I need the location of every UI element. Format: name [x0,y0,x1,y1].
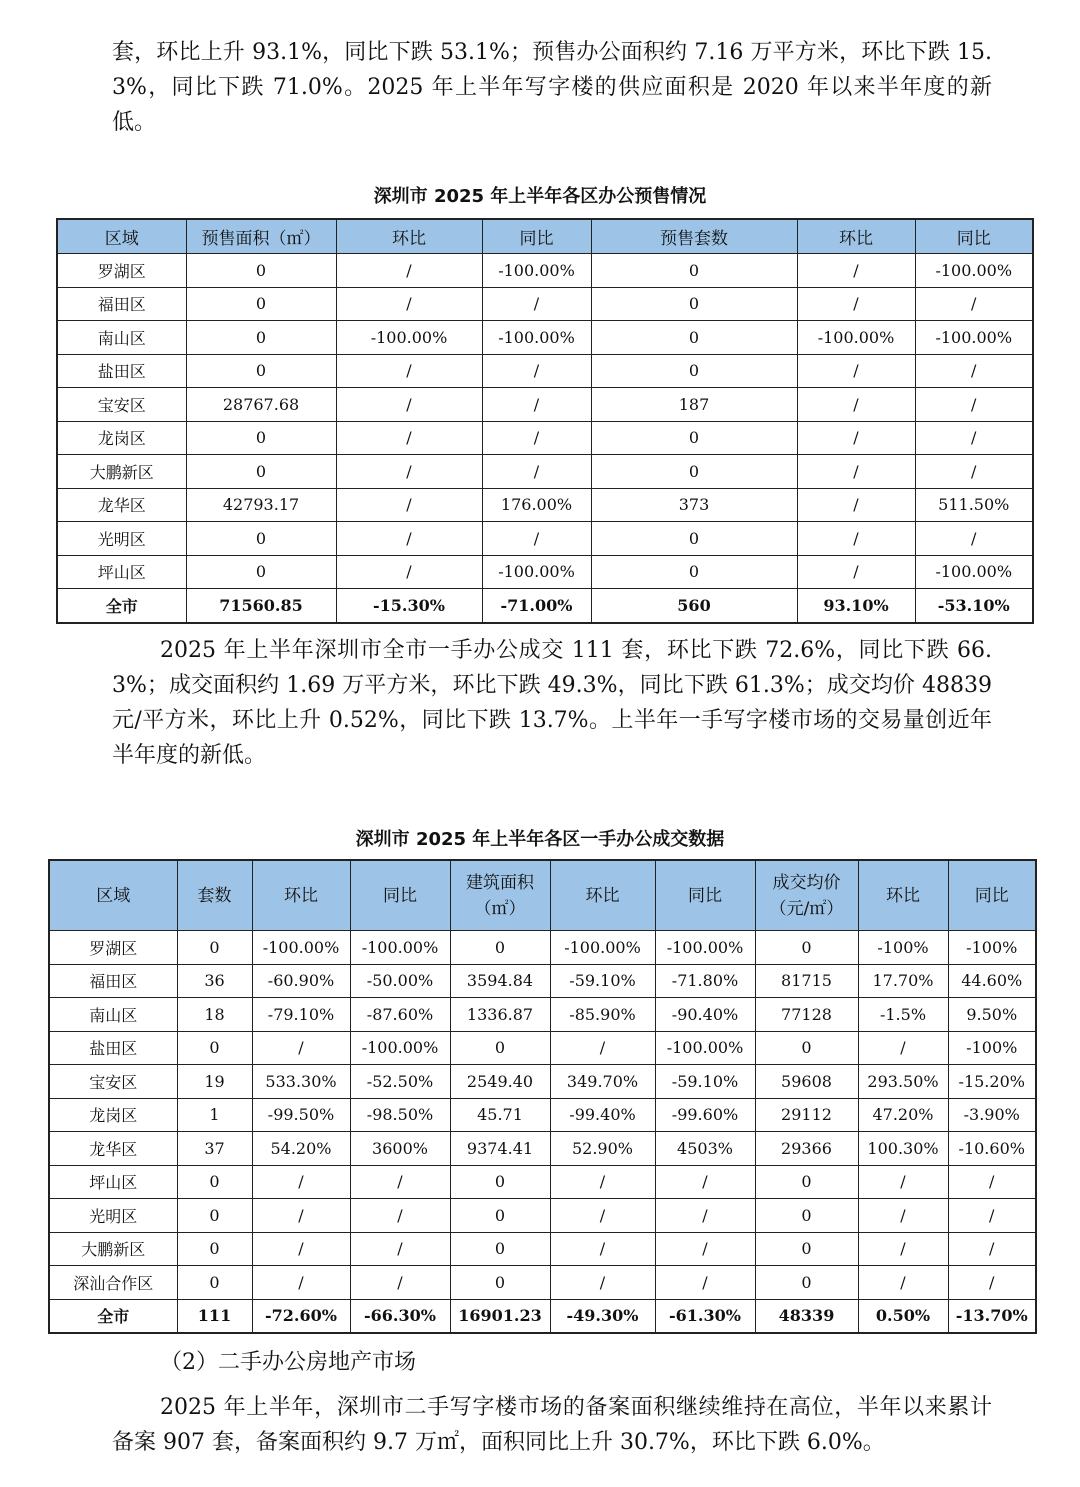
table-cell: 盐田区 [49,1031,177,1065]
table-cell: 0 [450,931,550,965]
table-cell: -50.00% [350,964,450,998]
header-cell-line: 环比 [886,885,920,906]
deals-table-header-row [49,860,1036,931]
table-cell: / [948,1199,1036,1233]
table-cell: / [858,1232,948,1266]
table-cell: / [915,522,1033,556]
table-cell: 81715 [755,964,858,998]
table-cell: / [336,354,482,388]
header-cell-line: （元/㎡） [769,898,844,919]
table-cell: 29112 [755,1098,858,1132]
table-cell: / [655,1232,755,1266]
table-cell: / [797,488,915,522]
table-cell: 0 [755,1031,858,1065]
table-cell: 0 [186,555,336,589]
table-cell: 9374.41 [450,1132,550,1166]
paragraph-deal-summary: 2025 年上半年深圳市全市一手办公成交 111 套，环比下跌 72.6%，同比下跌 66.3%；成交面积约 1.69 万平方米，环比下跌 49.3%，同比下跌 61.3%；成交均价 48839 元/平方米，环比上升 0.52%，同比下跌 13.7%。上半年一手写字楼市场的交易量创近年半年度的新低。 [112,638,992,768]
table-cell: 龙岗区 [49,1098,177,1132]
table-cell: -59.10% [550,964,655,998]
header-cell-line: 成交均价 [772,872,841,893]
table-cell: 29366 [755,1132,858,1166]
table-cell: / [858,1165,948,1199]
table-cell: -99.50% [252,1098,350,1132]
table-cell: 福田区 [57,287,186,321]
table-cell: -98.50% [350,1098,450,1132]
table-cell: -52.50% [350,1065,450,1099]
header-cell-line: 环比 [284,885,318,906]
table-cell: 0 [591,522,797,556]
header-cell-line: 套数 [197,885,232,906]
table-row [49,1266,1036,1300]
table-cell: / [797,287,915,321]
table-cell: 坪山区 [57,555,186,589]
table-cell: / [550,1232,655,1266]
table-cell: 光明区 [49,1199,177,1233]
table-cell: 48339 [755,1299,858,1333]
table-cell: 0 [591,455,797,489]
table-cell: 2549.40 [450,1065,550,1099]
table-row [49,1165,1036,1199]
table-cell: / [858,1266,948,1300]
table-cell: / [336,388,482,422]
table-cell: / [797,354,915,388]
table-cell: 533.30% [252,1065,350,1099]
table-cell: 0 [755,1199,858,1233]
table-cell: 0 [186,354,336,388]
table-cell: 187 [591,388,797,422]
table-cell: / [915,388,1033,422]
table-cell: 福田区 [49,964,177,998]
table-cell: / [482,522,591,556]
table-cell: -100% [858,931,948,965]
table-cell: 宝安区 [57,388,186,422]
table-cell: 111 [177,1299,252,1333]
table-cell: 16901.23 [450,1299,550,1333]
header-cell [450,860,550,931]
table-cell: -59.10% [655,1065,755,1099]
table-cell: / [252,1232,350,1266]
table-row [57,354,1033,388]
table-cell: 0 [186,522,336,556]
table-cell: / [797,455,915,489]
table-cell: 71560.85 [186,589,336,623]
table-row [49,1065,1036,1099]
table-row [49,1232,1036,1266]
table-cell: -90.40% [655,998,755,1032]
table-row [57,287,1033,321]
table-cell: 0 [177,1165,252,1199]
table-cell: / [482,287,591,321]
table-cell: 全市 [57,589,186,623]
table-cell: 龙华区 [57,488,186,522]
table-row [49,1098,1036,1132]
table-cell: 宝安区 [49,1065,177,1099]
table-cell: 0 [177,1232,252,1266]
table-cell: 0 [177,1199,252,1233]
table-cell: 52.90% [550,1132,655,1166]
table-cell: / [655,1199,755,1233]
table-row [57,254,1033,288]
table-row [57,421,1033,455]
table-row [49,964,1036,998]
header-cell [550,860,655,931]
table-cell: -100.00% [550,931,655,965]
table-cell: / [797,522,915,556]
table-cell: / [336,488,482,522]
paragraph-supply-summary: 套，环比上升 93.1%，同比下跌 53.1%；预售办公面积约 7.16 万平方米，环比下跌 15.3%，同比下跌 71.0%。2025 年上半年写字楼的供应面积是 2020 年以来半年度的新低。 [112,40,992,135]
table-cell: / [252,1199,350,1233]
table-cell: / [336,455,482,489]
table-cell: 龙华区 [49,1132,177,1166]
header-cell-line: 同比 [688,885,722,906]
table-cell: 176.00% [482,488,591,522]
table-cell: 罗湖区 [57,254,186,288]
table-cell: 9.50% [948,998,1036,1032]
table-cell: 0 [177,1266,252,1300]
table-cell: / [350,1165,450,1199]
table-row [49,998,1036,1032]
table-row [49,1132,1036,1166]
table-cell: / [350,1266,450,1300]
deals-table-caption: 深圳市 2025 年上半年各区一手办公成交数据 [355,829,725,850]
table-cell: / [797,421,915,455]
table-cell: 349.70% [550,1065,655,1099]
header-cell: 预售套数 [591,219,797,254]
table-cell: 77128 [755,998,858,1032]
table-cell: / [336,555,482,589]
table-cell: 0 [755,1266,858,1300]
presale-table [56,218,1034,624]
table-cell: / [948,1266,1036,1300]
table-row [49,931,1036,965]
table-cell: / [350,1232,450,1266]
table-cell: / [550,1165,655,1199]
table-cell: -72.60% [252,1299,350,1333]
table-cell: 南山区 [49,998,177,1032]
table-cell: 28767.68 [186,388,336,422]
table-cell: 0.50% [858,1299,948,1333]
table-cell: / [336,254,482,288]
header-cell: 同比 [482,219,591,254]
table-cell: 373 [591,488,797,522]
header-cell [350,860,450,931]
table-cell: -15.30% [336,589,482,623]
table-cell: -100.00% [482,254,591,288]
table-cell: -66.30% [350,1299,450,1333]
table-cell: / [336,287,482,321]
table-cell: 1336.87 [450,998,550,1032]
table-cell: 深汕合作区 [49,1266,177,1300]
table-row [49,1299,1036,1333]
table-cell: -100.00% [915,555,1033,589]
header-cell-line: 同比 [974,885,1009,906]
table-cell: -100% [948,931,1036,965]
table-cell: 龙岗区 [57,421,186,455]
table-cell: 0 [450,1199,550,1233]
table-cell: 1 [177,1098,252,1132]
table-cell: / [252,1165,350,1199]
table-cell: 44.60% [948,964,1036,998]
header-cell [49,860,177,931]
header-cell: 环比 [797,219,915,254]
table-cell: -100.00% [915,254,1033,288]
header-cell: 区域 [57,219,186,254]
table-row [57,388,1033,422]
table-cell: -3.90% [948,1098,1036,1132]
table-row [57,455,1033,489]
table-cell: -100% [948,1031,1036,1065]
table-cell: / [550,1031,655,1065]
header-cell [177,860,252,931]
table-cell: / [482,455,591,489]
table-cell: 54.20% [252,1132,350,1166]
table-cell: / [858,1199,948,1233]
table-cell: -79.10% [252,998,350,1032]
header-cell [655,860,755,931]
table-cell: 光明区 [57,522,186,556]
table-row [57,321,1033,355]
table-cell: / [858,1031,948,1065]
table-cell: 南山区 [57,321,186,355]
table-cell: 0 [177,1031,252,1065]
table-cell: 17.70% [858,964,948,998]
presale-table-caption: 深圳市 2025 年上半年各区办公预售情况 [373,186,707,207]
table-cell: 0 [591,421,797,455]
table-cell: -10.60% [948,1132,1036,1166]
table-row [57,522,1033,556]
header-cell-line: 建筑面积 [466,872,534,893]
table-cell: 0 [755,1232,858,1266]
table-cell: -53.10% [915,589,1033,623]
table-cell: / [336,421,482,455]
table-cell: -71.80% [655,964,755,998]
table-cell: / [550,1199,655,1233]
table-cell: 3600% [350,1132,450,1166]
table-cell: 560 [591,589,797,623]
paragraph-second-hand-market: 2025 年上半年，深圳市二手写字楼市场的备案面积继续维持在高位，半年以来累计备案 907 套，备案面积约 9.7 万㎡，面积同比上升 30.7%，环比下跌 6.0%。 [112,1395,992,1455]
table-cell: 0 [591,354,797,388]
table-cell: 511.50% [915,488,1033,522]
header-cell [858,860,948,931]
table-cell: 3594.84 [450,964,550,998]
table-cell: -100.00% [350,931,450,965]
table-cell: 大鹏新区 [57,455,186,489]
table-row [57,589,1033,623]
table-cell: 18 [177,998,252,1032]
table-cell: / [252,1031,350,1065]
table-cell: / [336,522,482,556]
table-cell: 0 [591,287,797,321]
table-cell: -49.30% [550,1299,655,1333]
table-cell: / [797,555,915,589]
table-cell: / [655,1165,755,1199]
table-cell: -87.60% [350,998,450,1032]
table-cell: -71.00% [482,589,591,623]
table-cell: 盐田区 [57,354,186,388]
table-cell: 37 [177,1132,252,1166]
table-cell: -60.90% [252,964,350,998]
table-cell: / [948,1232,1036,1266]
table-cell: -100.00% [350,1031,450,1065]
table-cell: 0 [591,321,797,355]
table-cell: / [915,455,1033,489]
table-cell: / [797,254,915,288]
section-heading: （2）二手办公房地产市场 [160,1350,416,1375]
table-cell: 0 [450,1165,550,1199]
table-cell: -61.30% [655,1299,755,1333]
table-cell: -100.00% [655,1031,755,1065]
table-row [57,555,1033,589]
table-cell: -100.00% [482,555,591,589]
table-cell: / [915,354,1033,388]
table-cell: 0 [186,254,336,288]
table-cell: -100.00% [252,931,350,965]
header-cell [948,860,1036,931]
table-cell: / [482,388,591,422]
table-cell: 293.50% [858,1065,948,1099]
table-cell: 0 [186,455,336,489]
table-cell: / [482,421,591,455]
table-row [49,1199,1036,1233]
table-cell: 大鹏新区 [49,1232,177,1266]
table-cell: / [797,388,915,422]
table-cell: -13.70% [948,1299,1036,1333]
table-cell: 0 [450,1266,550,1300]
header-cell [252,860,350,931]
table-cell: 0 [450,1031,550,1065]
presale-table-header-row [57,219,1033,254]
table-cell: 36 [177,964,252,998]
table-cell: 45.71 [450,1098,550,1132]
table-cell: 0 [186,287,336,321]
table-row [49,1031,1036,1065]
table-cell: 0 [186,321,336,355]
table-cell: / [350,1199,450,1233]
table-cell: 100.30% [858,1132,948,1166]
table-cell: -100.00% [336,321,482,355]
table-cell: 0 [177,931,252,965]
header-cell-line: 同比 [383,885,417,906]
table-cell: -85.90% [550,998,655,1032]
table-cell: 4503% [655,1132,755,1166]
table-cell: 坪山区 [49,1165,177,1199]
table-cell: / [655,1266,755,1300]
table-cell: -100.00% [655,931,755,965]
table-cell: 0 [755,931,858,965]
table-cell: -99.40% [550,1098,655,1132]
header-cell: 预售面积（㎡） [186,219,336,254]
table-cell: / [915,287,1033,321]
table-cell: -100.00% [915,321,1033,355]
table-cell: -99.60% [655,1098,755,1132]
table-cell: / [482,354,591,388]
header-cell-line: 区域 [96,885,131,906]
table-cell: / [252,1266,350,1300]
table-cell: 0 [186,421,336,455]
header-cell [755,860,858,931]
header-cell-line: （㎡） [474,898,526,919]
table-cell: 93.10% [797,589,915,623]
table-cell: 42793.17 [186,488,336,522]
table-cell: / [915,421,1033,455]
table-cell: 罗湖区 [49,931,177,965]
table-cell: / [550,1266,655,1300]
table-cell: 0 [591,555,797,589]
table-cell: 全市 [49,1299,177,1333]
table-cell: 0 [755,1165,858,1199]
table-cell: -1.5% [858,998,948,1032]
table-cell: -100.00% [797,321,915,355]
header-cell-line: 环比 [585,885,620,906]
table-cell: 19 [177,1065,252,1099]
deals-table [48,859,1037,1334]
table-cell: 0 [591,254,797,288]
header-cell: 同比 [915,219,1033,254]
table-cell: 0 [450,1232,550,1266]
table-cell: -15.20% [948,1065,1036,1099]
table-cell: 47.20% [858,1098,948,1132]
table-cell: / [948,1165,1036,1199]
table-row [57,488,1033,522]
header-cell: 环比 [336,219,482,254]
table-cell: 59608 [755,1065,858,1099]
table-cell: -100.00% [482,321,591,355]
